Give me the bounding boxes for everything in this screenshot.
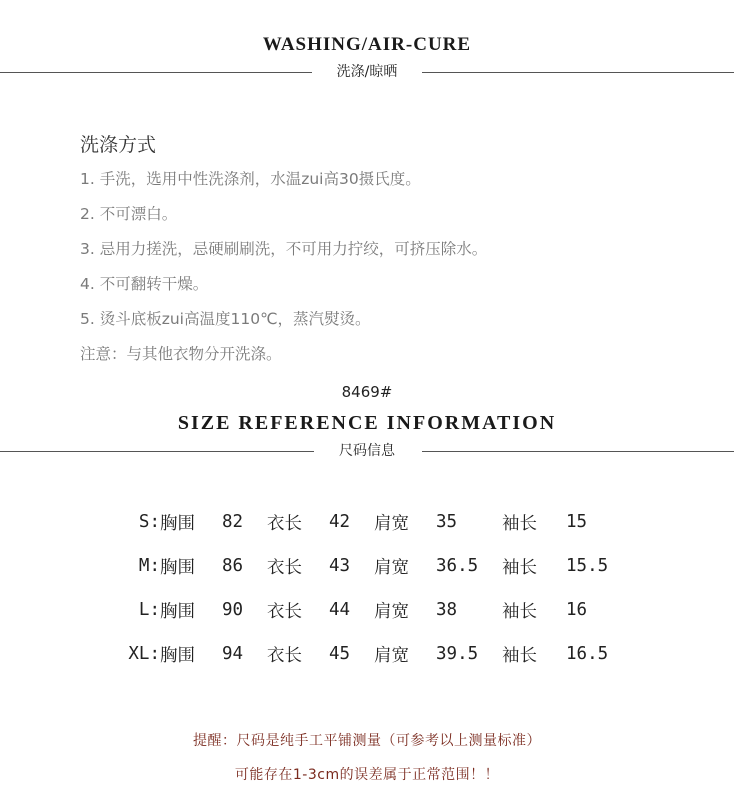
washing-divider bbox=[0, 62, 734, 82]
size-name: XL: bbox=[128, 644, 160, 664]
table-row bbox=[110, 588, 608, 632]
washing-heading-en: WASHING/AIR-CURE bbox=[262, 34, 472, 55]
size-name: S: bbox=[138, 512, 160, 532]
wash-item-4: 4. 不可翻转干燥。 bbox=[80, 275, 209, 293]
sleeve-value: 16 bbox=[566, 600, 588, 620]
shoulder-label: 肩宽 bbox=[374, 601, 409, 622]
length-value: 44 bbox=[329, 600, 351, 620]
length-value: 43 bbox=[329, 556, 351, 576]
shoulder-value: 35 bbox=[436, 512, 458, 532]
shoulder-value: 39.5 bbox=[436, 644, 479, 664]
sleeve-label: 袖长 bbox=[502, 513, 537, 534]
length-value: 45 bbox=[329, 644, 351, 664]
wash-item-2: 2. 不可漂白。 bbox=[80, 205, 178, 223]
shoulder-label: 肩宽 bbox=[374, 557, 409, 578]
table-row bbox=[110, 632, 608, 676]
sleeve-label: 袖长 bbox=[502, 601, 537, 622]
table-row bbox=[110, 500, 608, 544]
size-divider bbox=[0, 441, 734, 461]
chest-label: 胸围 bbox=[160, 513, 195, 534]
length-value: 42 bbox=[329, 512, 351, 532]
wash-note: 注意：与其他衣物分开洗涤。 bbox=[80, 345, 282, 363]
sleeve-label: 袖长 bbox=[502, 645, 537, 666]
size-name: M: bbox=[138, 556, 160, 576]
measurement-reminder: 提醒：尺码是纯手工平铺测量（可参考以上测量标准） bbox=[193, 733, 541, 749]
size-table bbox=[110, 500, 608, 676]
chest-value: 90 bbox=[222, 600, 244, 620]
wash-method-title: 洗涤方式 bbox=[80, 134, 157, 156]
length-label: 衣长 bbox=[267, 601, 302, 622]
length-label: 衣长 bbox=[267, 513, 302, 534]
chest-value: 94 bbox=[222, 644, 244, 664]
style-code: 8469# bbox=[341, 383, 393, 401]
shoulder-label: 肩宽 bbox=[374, 645, 409, 666]
size-heading-cn: 尺码信息 bbox=[339, 443, 395, 459]
chest-label: 胸围 bbox=[160, 557, 195, 578]
shoulder-label: 肩宽 bbox=[374, 513, 409, 534]
chest-value: 86 bbox=[222, 556, 244, 576]
sleeve-label: 袖长 bbox=[502, 557, 537, 578]
sleeve-value: 15.5 bbox=[566, 556, 609, 576]
shoulder-value: 36.5 bbox=[436, 556, 479, 576]
sleeve-value: 15 bbox=[566, 512, 588, 532]
length-label: 衣长 bbox=[267, 557, 302, 578]
washing-heading-cn: 洗涤/晾晒 bbox=[336, 64, 398, 80]
chest-label: 胸围 bbox=[160, 645, 195, 666]
length-label: 衣长 bbox=[267, 645, 302, 666]
wash-item-3: 3. 忌用力搓洗，忌硬刷刷洗，不可用力拧绞，可挤压除水。 bbox=[80, 240, 488, 258]
shoulder-value: 38 bbox=[436, 600, 458, 620]
table-row bbox=[110, 544, 608, 588]
size-name: L: bbox=[138, 600, 160, 620]
wash-item-5: 5. 烫斗底板zui高温度110℃，蒸汽熨烫。 bbox=[80, 310, 371, 328]
error-range-note: 可能存在1-3cm的误差属于正常范围！！ bbox=[234, 767, 500, 783]
chest-value: 82 bbox=[222, 512, 244, 532]
wash-item-1: 1. 手洗，选用中性洗涤剂，水温zui高30摄氏度。 bbox=[80, 170, 421, 188]
sleeve-value: 16.5 bbox=[566, 644, 609, 664]
size-heading-en: SIZE REFERENCE INFORMATION bbox=[177, 412, 557, 434]
chest-label: 胸围 bbox=[160, 601, 195, 622]
